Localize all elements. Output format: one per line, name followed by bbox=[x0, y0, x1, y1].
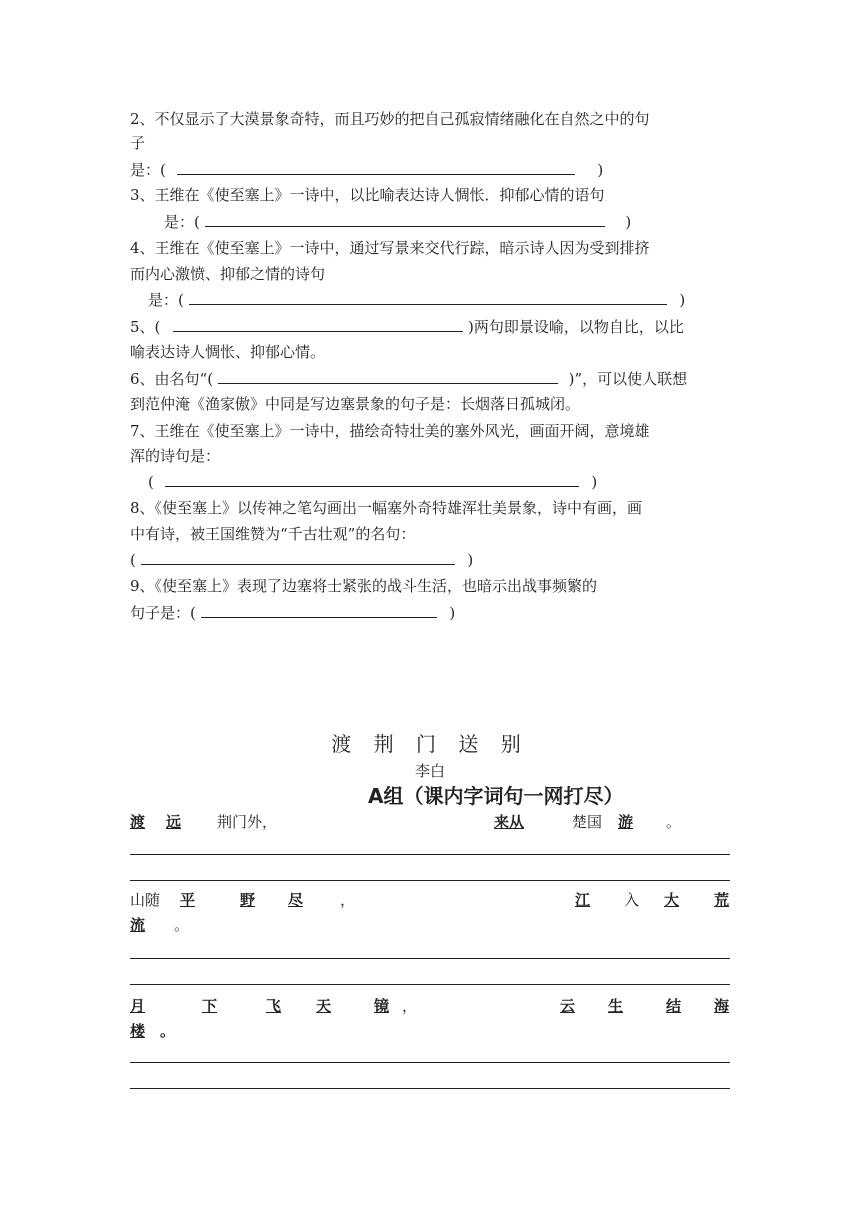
q8-line2: 中有诗，被王国维赞为“千古壮观”的名句： bbox=[130, 525, 416, 543]
poem-text: 山随 bbox=[130, 891, 161, 909]
poem-word: 野 bbox=[240, 891, 256, 909]
q4-line1: 4、王维在《使至塞上》一诗中，通过写景来交代行踪，暗示诗人因为受到排挤 bbox=[130, 239, 650, 257]
poem-text: ， bbox=[340, 891, 356, 909]
poem-word: 荒 bbox=[714, 891, 730, 909]
poem-word: 飞 bbox=[266, 997, 282, 1015]
answer-rule[interactable] bbox=[130, 958, 730, 959]
poem-author: 李白 bbox=[414, 762, 445, 780]
q8-line1: 8、《使至塞上》以传神之笔勾画出一幅塞外奇特雄浑壮美景象，诗中有画，画 bbox=[130, 499, 643, 517]
q5-suffix: )两句即景设喻，以物自比，以比 bbox=[467, 318, 684, 336]
poem-word: 镜 bbox=[374, 997, 390, 1015]
poem-word: 平 bbox=[180, 891, 196, 909]
poem-text: 荆门外， bbox=[217, 813, 278, 831]
poem-word: 大 bbox=[664, 891, 680, 909]
q5-line2: 喻表达诗人惆怅、抑郁心情。 bbox=[130, 343, 326, 361]
answer-rule[interactable] bbox=[130, 854, 730, 855]
q9-suffix: ) bbox=[449, 604, 456, 622]
q3-answer-line bbox=[164, 210, 631, 233]
q4-suffix: ) bbox=[679, 291, 686, 309]
poem-word: 来从 bbox=[494, 813, 525, 831]
q3-suffix: ) bbox=[625, 213, 632, 231]
poem-word: 生 bbox=[608, 997, 624, 1015]
q9-answer-blank[interactable] bbox=[201, 601, 437, 618]
poem-word: 天 bbox=[316, 997, 332, 1015]
q5-line1 bbox=[130, 315, 684, 338]
q4-answer-blank[interactable] bbox=[189, 288, 667, 305]
q6-prefix: 6、由名句“( bbox=[130, 370, 214, 388]
q2-answer-blank[interactable] bbox=[177, 158, 575, 175]
q5-answer-blank[interactable] bbox=[173, 315, 463, 332]
poem-word: 下 bbox=[202, 997, 218, 1015]
poem-word: 远 bbox=[166, 813, 182, 831]
q3-prefix: 是：( bbox=[164, 213, 200, 231]
poem-word: 尽 bbox=[288, 891, 304, 909]
poem-word: 结 bbox=[666, 997, 682, 1015]
poem-word: 楼 bbox=[130, 1022, 146, 1040]
q7-line1: 7、王维在《使至塞上》一诗中，描绘奇特壮美的塞外风光，画面开阔，意境雄 bbox=[130, 422, 650, 440]
poem-word: 游 bbox=[618, 813, 634, 831]
poem-text: 楚国 bbox=[572, 813, 603, 831]
q4-prefix: 是：( bbox=[148, 291, 184, 309]
q6-line2: 到范仲淹《渔家傲》中同是写边塞景象的句子是：长烟落日孤城闭。 bbox=[130, 395, 581, 413]
q2-answer-line bbox=[130, 158, 603, 181]
answer-rule[interactable] bbox=[130, 984, 730, 985]
q3-answer-blank[interactable] bbox=[205, 210, 605, 227]
q5-prefix: 5、( bbox=[130, 318, 161, 336]
q9-line1: 9、《使至塞上》表现了边塞将士紧张的战斗生活，也暗示出战事频繁的 bbox=[130, 577, 598, 595]
section-heading: A组（课内字词句一网打尽） bbox=[368, 784, 624, 808]
q2-line2: 子 bbox=[130, 134, 146, 152]
poem-word: 江 bbox=[575, 891, 591, 909]
q7-line2: 浑的诗句是： bbox=[130, 447, 221, 465]
poem-word: 流 bbox=[130, 916, 146, 934]
answer-rule[interactable] bbox=[130, 1088, 730, 1089]
q7-prefix: ( bbox=[148, 473, 154, 491]
q7-answer-line bbox=[148, 470, 597, 493]
poem-word: 云 bbox=[560, 997, 576, 1015]
q6-answer-blank[interactable] bbox=[218, 367, 558, 384]
poem-text: ， bbox=[402, 997, 418, 1015]
q7-answer-blank[interactable] bbox=[165, 470, 579, 487]
q8-answer-blank[interactable] bbox=[141, 548, 455, 565]
q9-answer-line bbox=[130, 601, 455, 624]
q8-answer-line bbox=[130, 548, 473, 571]
poem-text: 。 bbox=[160, 1022, 176, 1040]
q6-suffix: )”，可以使人联想 bbox=[568, 370, 688, 388]
q2-suffix: ) bbox=[597, 161, 604, 179]
answer-rule[interactable] bbox=[130, 880, 730, 881]
q7-suffix: ) bbox=[591, 473, 598, 491]
poem-text: 入 bbox=[624, 891, 640, 909]
q8-suffix: ) bbox=[467, 551, 474, 569]
poem-word: 海 bbox=[714, 997, 730, 1015]
q4-answer-line bbox=[148, 288, 685, 311]
q2-prefix: 是：( bbox=[130, 161, 166, 179]
q6-line1 bbox=[130, 367, 687, 390]
q2-line1: 2、不仅显示了大漠景象奇特，而且巧妙的把自己孤寂情绪融化在自然之中的句 bbox=[130, 110, 650, 128]
poem-title: 渡 荆 门 送 别 bbox=[331, 732, 529, 756]
q3-line1: 3、王维在《使至塞上》一诗中，以比喻表达诗人惆怅．抑郁心情的语句 bbox=[130, 186, 605, 204]
q9-prefix: 句子是：( bbox=[130, 604, 196, 622]
answer-rule[interactable] bbox=[130, 1062, 730, 1063]
poem-text: 。 bbox=[174, 916, 190, 934]
poem-word: 月 bbox=[130, 997, 146, 1015]
poem-text: 。 bbox=[666, 813, 682, 831]
q8-prefix: ( bbox=[130, 551, 136, 569]
q4-line2: 而内心激愤、抑郁之情的诗句 bbox=[130, 265, 326, 283]
poem-word: 渡 bbox=[130, 813, 146, 831]
